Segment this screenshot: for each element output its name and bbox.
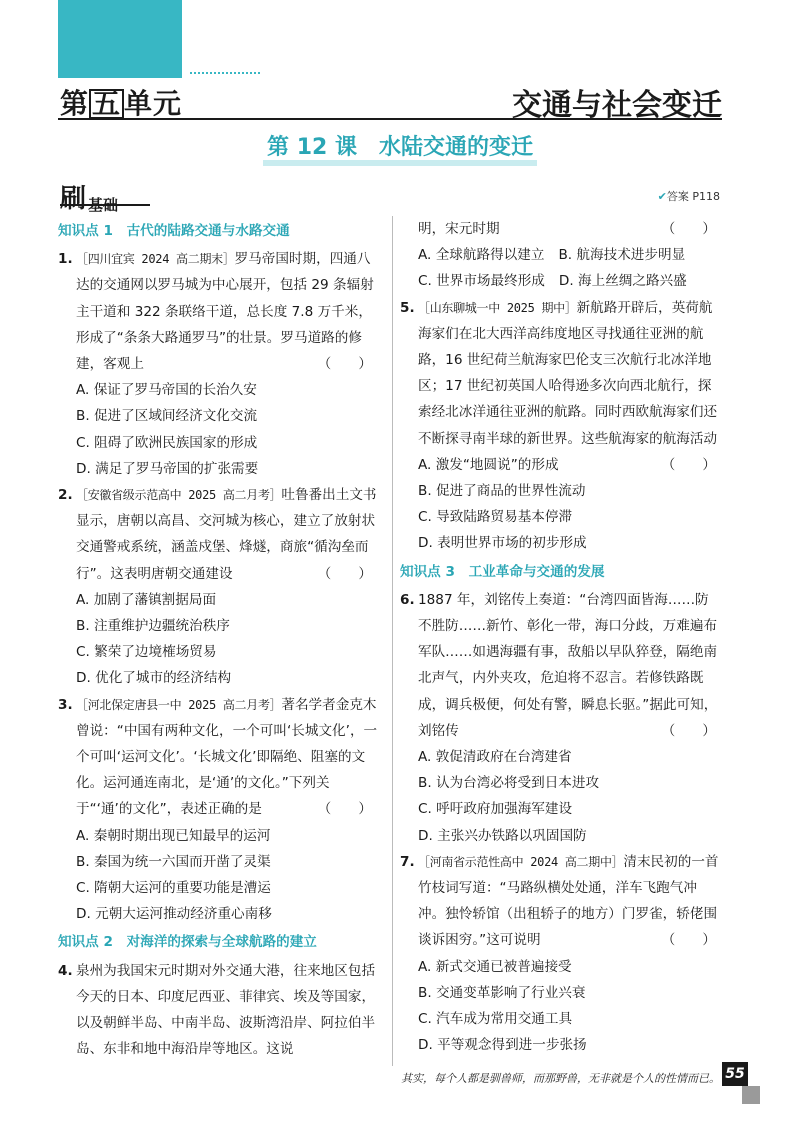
section-underline (60, 204, 150, 206)
answer-blank: （ ） (661, 932, 716, 949)
question-stem: 明，宋元时期 (418, 221, 500, 237)
option-b: B. 注重维护边疆统治秩序 (76, 618, 230, 635)
option-c: C. 隋朝大运河的重要功能是漕运 (76, 880, 271, 897)
option-c: C. 汽车成为常用交通工具 (418, 1011, 573, 1028)
question-number: 5. (400, 299, 415, 316)
option-a: A. 敦促清政府在台湾建省 (418, 749, 572, 766)
question-number: 6. (400, 591, 415, 608)
corner-decoration (58, 0, 182, 78)
question-stem: 1887 年，刘铭传上奏道：“台湾四面皆海……防不胜防……新竹、彰化一带，海口分歧，万难遍布军队……如遇海疆有事，敌船以早队猝登，隔绝南北声气，内外夹攻，危迫将不忍言。若修铁路既成，调兵极便，何处有警，瞬息长驱。”据此可知，刘铭传 (418, 591, 718, 739)
question-number: 2. (58, 487, 73, 504)
answer-blank: （ ） (661, 221, 716, 237)
option-d: D. 元朝大运河推动经济重心南移 (76, 906, 272, 923)
question-source: ［安徽省级示范高中 2025 高二月考］ (76, 488, 282, 503)
question-stem: 著名学者金克木曾说：“中国有两种文化，一个可叫‘长城文化’，一个可叫‘运河文化’。‘长城文化’即隔绝、阻塞的文化。运河通连南北，是‘通’的文化。”下列关于“‘通’的文化”，表述正确的是 (76, 696, 378, 818)
checkmark-icon: ✔ (657, 190, 667, 203)
question-stem: 新航路开辟后，英荷航海家们在北大西洋高纬度地区寻找通往亚洲的航路，16 世纪荷兰航海家巴伦支三次航行北冰洋地区；17 世纪初英国人哈得逊多次向西北航行，探索经北冰洋通往亚洲的航路。同时西欧航海家们还不断探寻南半球的新世界。这些航海家的航海活动 (418, 299, 718, 447)
lesson-title-text: 第 12 课 水陆交通的变迁 (263, 135, 537, 166)
knowledge-point-2: 知识点 2 对海洋的探索与全球航路的建立 (58, 934, 317, 951)
question-stem: 吐鲁番出土文书显示，唐朝以高昌、交河城为核心，建立了放射状交通警戒系统，涵盖戍堡、烽燧，商旅“循沟垒而行”。这表明唐朝交通建设 (76, 487, 377, 582)
page-number: 55 (722, 1062, 748, 1086)
answer-blank: （ ） (317, 356, 372, 373)
question-source: ［四川宜宾 2024 高二期末］ (76, 252, 235, 267)
option-d: D. 表明世界市场的初步形成 (418, 535, 587, 552)
unit-title-pre: 第 (60, 87, 90, 120)
option-b: B. 认为台湾必将受到日本进攻 (418, 775, 600, 792)
question-number: 4. (58, 962, 73, 979)
section-heading-big: 刷 (60, 184, 87, 214)
option-row (400, 242, 722, 268)
answer-blank: （ ） (661, 456, 716, 473)
option-a: A. 秦朝时期出现已知最早的运河 (76, 827, 271, 844)
option-c: C. 世界市场最终形成 (418, 273, 545, 290)
right-column (400, 216, 722, 1059)
question-4 (58, 958, 378, 1063)
option-b: B. 交通变革影响了行业兴衰 (418, 984, 586, 1001)
page-decoration (742, 1086, 760, 1104)
option-a: A. 激发“地圆说”的形成 (418, 456, 559, 473)
answer-blank: （ ） (317, 801, 372, 818)
option-c: C. 阻碍了欧洲民族国家的形成 (76, 434, 258, 451)
option-d: D. 满足了罗马帝国的扩张需要 (76, 460, 259, 477)
unit-title-post: 单元 (124, 87, 183, 120)
question-stem: 泉州为我国宋元时期对外交通大港，往来地区包括今天的日本、印度尼西亚、菲律宾、埃及等国家，以及朝鲜半岛、中南半岛、波斯湾沿岸、阿拉伯半岛、东非和地中海沿岸等地区。这说 (76, 962, 376, 1058)
option-c: C. 呼吁政府加强海军建设 (418, 801, 573, 818)
option-c: C. 繁荣了边境榷场贸易 (76, 644, 217, 661)
knowledge-point-1: 知识点 1 古代的陆路交通与水路交通 (58, 223, 290, 239)
answer-blank: （ ） (317, 565, 372, 582)
option-a: A. 保证了罗马帝国的长治久安 (76, 382, 257, 399)
question-number: 1. (58, 251, 73, 268)
question-7 (400, 849, 722, 954)
section-heading-small: 基础 (88, 196, 119, 214)
knowledge-point-3: 知识点 3 工业革命与交通的发展 (400, 563, 605, 580)
option-row (400, 268, 722, 294)
section-heading (60, 178, 118, 215)
column-divider (392, 216, 393, 1066)
question-2 (58, 482, 378, 587)
option-b: B. 促进了商品的世界性流动 (418, 483, 586, 500)
footer-motto: 其实，每个人都是驯兽师，而那野兽，无非就是个人的性情而已。 (401, 1072, 720, 1085)
lesson-title (0, 130, 800, 161)
option-d: D. 平等观念得到进一步张扬 (418, 1037, 587, 1054)
answer-blank: （ ） (661, 722, 716, 739)
option-b: B. 航海技术进步明显 (558, 247, 686, 264)
option-a: A. 全球航路得以建立 (418, 247, 545, 264)
question-source: ［河南省示范性高中 2024 高二期中］ (418, 854, 624, 869)
unit-number: 五 (89, 89, 124, 119)
question-stem: 罗马帝国时期，四通八达的交通网以罗马城为中心展开，包括 29 条辐射主干道和 322 条联络干道，总长度 7.8 万千米，形成了“条条大路通罗马”的壮景。罗马道路的修建，客观上 (76, 251, 374, 373)
option-b: B. 秦国为统一六国而开凿了灵渠 (76, 853, 271, 870)
question-source: ［河北保定唐县一中 2025 高二月考］ (76, 697, 282, 712)
answer-reference (658, 188, 720, 204)
unit-title (60, 82, 182, 122)
answer-reference-text: 答案 P118 (666, 190, 720, 203)
question-4-continued (400, 216, 722, 242)
question-3 (58, 692, 378, 823)
question-1 (58, 246, 378, 377)
left-column (58, 216, 378, 1063)
option-d: D. 海上丝绸之路兴盛 (558, 273, 687, 290)
option-d: D. 主张兴办铁路以巩固国防 (418, 827, 587, 844)
option-a: A. 新式交通已被普遍接受 (418, 958, 572, 975)
question-source: ［山东聊城一中 2025 期中］ (418, 300, 577, 315)
question-stem: 清末民初的一首竹枝词写道：“马路纵横处处通，洋车飞跑气冲冲。独怜轿馆（出租轿子的地方）门罗雀，轿佬围谈诉困穷。”这可说明 (418, 853, 719, 949)
question-number: 7. (400, 853, 415, 870)
dotted-decoration (190, 72, 260, 74)
question-number: 3. (58, 696, 73, 713)
chapter-title: 交通与社会变迁 (512, 88, 722, 123)
question-6 (400, 587, 722, 744)
header-divider (58, 118, 722, 120)
option-d: D. 优化了城市的经济结构 (76, 670, 232, 687)
option-b: B. 促进了区域间经济文化交流 (76, 408, 258, 425)
option-c: C. 导致陆路贸易基本停滞 (418, 509, 573, 526)
option-a: A. 加剧了藩镇割据局面 (76, 591, 217, 608)
